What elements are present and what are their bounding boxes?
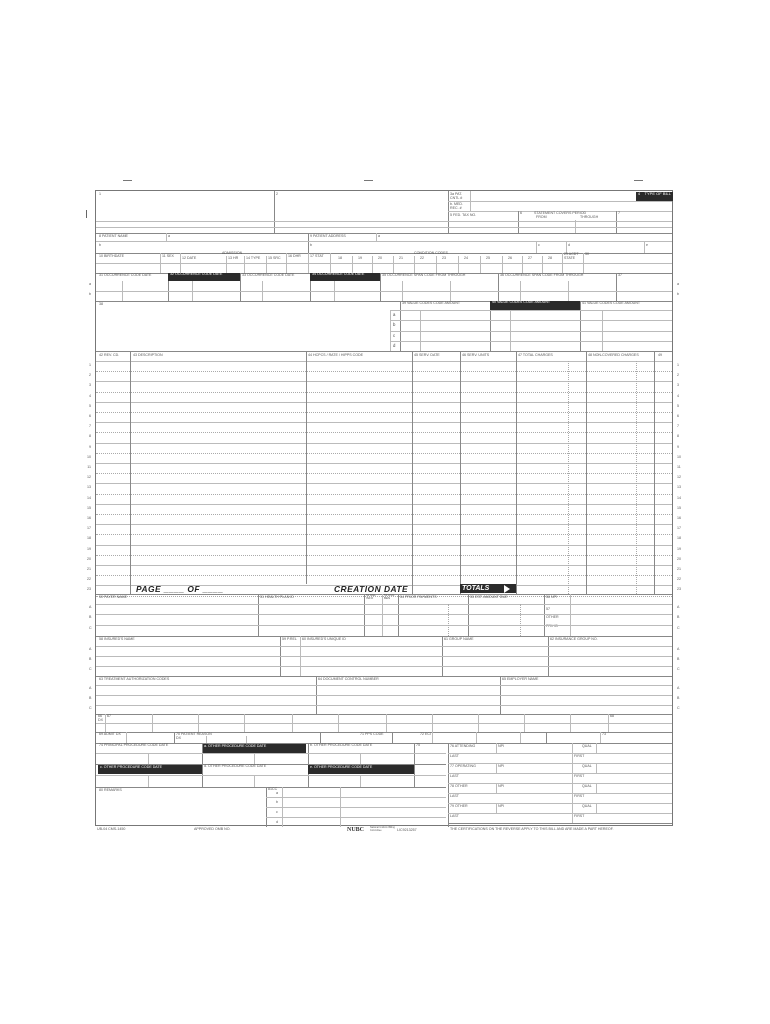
line-number-right: 2 [677, 373, 679, 378]
condition-code-27: 27 [528, 256, 532, 260]
principal-procedure-label: 74 PRINCIPAL PROCEDURE CODE DATE [99, 743, 169, 747]
remarks-row-c: c [276, 810, 278, 814]
med-rec-label: b. MED. REC. # [450, 202, 463, 210]
arrow-right-icon [504, 585, 510, 593]
rel-info-label: 52 REL INFO [366, 593, 376, 601]
patient-name-label: 8 PATIENT NAME [99, 234, 128, 238]
value-codes-41-label: 41 VALUE CODES CODE AMOUNT [582, 301, 641, 305]
line-number-left: 18 [87, 536, 91, 541]
row-letter: B [89, 615, 92, 619]
other-procedure-e-label: e. OTHER PROCEDURE CODE DATE [308, 765, 414, 774]
patient-name-a: a [168, 234, 170, 238]
line-number-right: 7 [677, 424, 679, 429]
other-physician-79-last-label: LAST [450, 814, 459, 818]
line-number-right: 5 [677, 403, 679, 408]
insurance-group-no-label: 62 INSURANCE GROUP NO. [550, 637, 598, 641]
admission-date-label: 12 DATE [182, 256, 197, 260]
field-66-dx-label: 66 DX [98, 714, 103, 722]
line-number-left: 7 [89, 424, 91, 429]
other-procedure-d-label: d. OTHER PROCEDURE CODE DATE [204, 764, 267, 768]
row-letter: B [677, 615, 680, 619]
row-letter: A [677, 605, 680, 609]
row-letter: b [677, 292, 679, 296]
line-number-right: 23 [677, 587, 681, 592]
field-49-header: 49 [658, 353, 662, 357]
registration-mark [634, 180, 643, 181]
total-charges-header: 47 TOTAL CHARGES [518, 353, 553, 357]
attending-physician-first-label: FIRST [574, 754, 585, 758]
creation-date-label: CREATION DATE [334, 584, 409, 594]
row-letter: a [677, 282, 679, 286]
line-number-left: 6 [89, 414, 91, 418]
employer-name-label: 65 EMPLOYER NAME [502, 677, 539, 681]
occurrence-33-label: 33 OCCURRENCE CODE DATE [242, 273, 295, 277]
other-procedure-c-label: c. OTHER PROCEDURE CODE DATE [98, 765, 202, 774]
non-covered-header: 48 NON-COVERED CHARGES [588, 353, 639, 357]
value-row-b: b [393, 322, 396, 327]
condition-code-23: 23 [442, 256, 446, 260]
other-procedure-a-label: a. OTHER PROCEDURE CODE DATE [202, 744, 306, 753]
operating-physician-first-label: FIRST [574, 774, 585, 778]
certification-note: THE CERTIFICATIONS ON THE REVERSE APPLY TO THIS BILL AND ARE MADE A PART HEREOF. [450, 827, 614, 831]
registration-mark [86, 210, 87, 218]
stat-label: 17 STAT [310, 254, 324, 258]
field-7-label: 7 [618, 211, 620, 215]
field-57-label: 57 [546, 607, 550, 611]
payer-name-label: 50 PAYER NAME [99, 595, 128, 599]
statement-period-label: STATEMENT COVERS PERIOD [534, 211, 587, 215]
field-2-label: 2 [276, 192, 278, 196]
row-letter: A [89, 686, 92, 690]
line-number-right: 15 [677, 505, 681, 510]
line-number-left: 11 [87, 465, 91, 469]
field-30-label: 30 [585, 252, 589, 256]
other-physician-78-label: 78 OTHER [450, 784, 468, 788]
line-number-left: 3 [89, 383, 91, 388]
row-letter: C [677, 706, 680, 710]
npi-56-label: 56 NPI [546, 595, 557, 599]
row-letter: B [677, 657, 680, 661]
row-letter: C [677, 626, 680, 630]
condition-code-19: 19 [358, 256, 362, 260]
condition-code-21: 21 [399, 256, 403, 260]
field-37-label: 37 [618, 273, 622, 277]
line-number-left: 21 [87, 567, 91, 571]
row-letter: C [677, 667, 680, 671]
condition-code-18: 18 [338, 256, 342, 260]
pat-cntl-label: 3a PAT. CNTL # [450, 192, 463, 200]
attending-physician-npi-label: NPI [498, 744, 504, 748]
operating-physician-npi-label: NPI [498, 764, 504, 768]
patient-address-a: a [378, 234, 380, 238]
patient-address-e: e [646, 243, 648, 247]
dhr-label: 16 DHR [288, 254, 301, 258]
row-letter: C [89, 626, 92, 630]
remarks-row-b: b [276, 800, 278, 804]
line-number-right: 12 [677, 475, 681, 480]
condition-code-24: 24 [464, 256, 468, 260]
row-letter: C [89, 706, 92, 710]
operating-physician-qual-label: QUAL [582, 764, 592, 768]
line-number-left: 23 [87, 587, 91, 592]
row-letter: B [677, 696, 680, 700]
registration-mark [364, 180, 373, 181]
license-number: LIC9213257 [397, 828, 417, 832]
occurrence-32-label: 32 OCCURRENCE CODE DATE [168, 273, 240, 281]
line-number-left: 10 [87, 454, 91, 459]
line-number-left: 22 [87, 577, 91, 582]
patient-address-d: d [568, 243, 570, 247]
row-letter: B [89, 657, 92, 661]
line-number-left: 14 [87, 495, 91, 500]
admit-dx-label: 69 ADMIT DX [99, 732, 121, 736]
serv-units-header: 46 SERV. UNITS [462, 353, 490, 357]
prv-id-label: PRV ID [546, 624, 558, 628]
other-label: OTHER [546, 615, 559, 619]
line-number-right: 3 [677, 383, 679, 388]
occurrence-31-label: 31 OCCURRENCE CODE DATE [99, 273, 152, 277]
acdt-state-label: 29 ACDT STATE [564, 252, 579, 260]
other-physician-78-first-label: FIRST [574, 794, 585, 798]
nubc-logo: NUBC [347, 827, 365, 833]
patient-address-label: 9 PATIENT ADDRESS [310, 234, 346, 238]
registration-mark [123, 180, 132, 181]
line-number-left: 5 [89, 403, 91, 408]
line-number-right: 21 [677, 567, 681, 571]
line-number-left: 8 [89, 434, 91, 439]
row-letter: A [89, 605, 92, 609]
insured-name-label: 58 INSURED'S NAME [99, 637, 135, 641]
other-procedure-b-label: b. OTHER PROCEDURE CODE DATE [310, 743, 373, 747]
line-number-left: 17 [87, 526, 91, 531]
line-number-left: 1 [89, 363, 91, 367]
remarks-row-a: a [276, 791, 278, 795]
rev-cd-header: 42 REV. CD. [99, 353, 120, 357]
condition-codes-label: CONDITION CODES [414, 251, 448, 255]
line-number-right: 6 [677, 414, 679, 418]
row-letter: A [677, 686, 680, 690]
page-of-label: PAGE ____ OF ____ [136, 584, 224, 594]
line-number-right: 18 [677, 536, 681, 541]
operating-physician-last-label: LAST [450, 774, 459, 778]
sex-label: 11 SEX [162, 254, 174, 258]
line-number-right: 20 [677, 556, 681, 561]
line-number-right: 16 [677, 516, 681, 520]
admission-label: ADMISSION [222, 251, 243, 255]
occurrence-span-35-label: 35 OCCURRENCE SPAN CODE FROM THROUGH [382, 273, 466, 277]
other-physician-79-first-label: FIRST [574, 814, 585, 818]
attending-physician-label: 76 ATTENDING [450, 744, 476, 748]
patient-address-c: c [538, 243, 540, 247]
remarks-label: 80 REMARKS [99, 788, 122, 792]
condition-code-20: 20 [378, 256, 382, 260]
admission-type-label: 14 TYPE [246, 256, 261, 260]
row-letter: A [89, 647, 92, 651]
treatment-auth-label: 63 TREATMENT AUTHORIZATION CODES [99, 677, 170, 681]
document-control-label: 64 DOCUMENT CONTROL NUMBER [318, 677, 379, 681]
field-1-label: 1 [99, 192, 101, 196]
field-6-label: 6 [520, 211, 522, 215]
statement-through-label: THROUGH [580, 215, 599, 219]
other-physician-78-npi-label: NPI [498, 784, 504, 788]
other-physician-79-npi-label: NPI [498, 804, 504, 808]
line-number-left: 20 [87, 556, 91, 561]
statement-from-label: FROM [536, 215, 547, 219]
attending-physician-qual-label: QUAL [582, 744, 592, 748]
occurrence-34-label: 34 OCCURRENCE CODE DATE [310, 273, 380, 281]
omb-approval: APPROVED OMB NO. [194, 827, 231, 831]
nubc-subtitle: National Uniform Billing Committee [370, 826, 395, 832]
occurrence-span-36-label: 36 OCCURRENCE SPAN CODE FROM THROUGH [500, 273, 584, 277]
line-number-left: 15 [87, 505, 91, 510]
other-physician-78-qual-label: QUAL [582, 784, 592, 788]
line-number-right: 4 [677, 393, 679, 398]
remarks-row-d: d [276, 820, 278, 824]
line-number-left: 4 [89, 393, 91, 398]
est-amount-label: 55 EST. AMOUNT DUE [470, 595, 508, 599]
row-letter: b [89, 292, 91, 296]
line-number-right: 11 [677, 465, 681, 469]
field-38-label: 38 [99, 302, 103, 306]
admission-src-label: 15 SRC [268, 256, 281, 260]
row-letter: C [89, 667, 92, 671]
line-number-left: 9 [89, 444, 91, 449]
row-letter: B [89, 696, 92, 700]
insured-unique-id-label: 60 INSURED'S UNIQUE ID [302, 637, 346, 641]
form-id: UB-04 CMS-1450 [97, 827, 126, 831]
field-81cc-label: 81CC [268, 787, 278, 791]
value-row-a: a [393, 312, 396, 317]
line-number-left: 12 [87, 475, 91, 480]
patient-address-b: b [310, 243, 312, 247]
other-physician-79-qual-label: QUAL [582, 804, 592, 808]
birthdate-label: 10 BIRTHDATE [99, 254, 125, 258]
value-codes-40-label: 40 VALUE CODES CODE AMOUNT [490, 301, 580, 310]
line-number-right: 8 [677, 434, 679, 439]
group-name-label: 61 GROUP NAME [444, 637, 474, 641]
prior-payments-label: 54 PRIOR PAYMENTS [400, 595, 437, 599]
ub04-claim-form [87, 190, 681, 826]
description-header: 43 DESCRIPTION [133, 353, 163, 357]
patient-reason-dx-label: 70 PATIENT REASON DX [176, 732, 212, 740]
value-row-d: d [393, 343, 396, 348]
row-letter: A [677, 647, 680, 651]
field-67-label: 67 [107, 714, 111, 718]
eci-label: 72 ECI [420, 732, 431, 736]
patient-name-b: b [99, 243, 101, 247]
field-73-label: 73 [602, 732, 606, 736]
health-plan-label: 51 HEALTH PLAN ID [260, 595, 294, 599]
other-physician-79-label: 79 OTHER [450, 804, 468, 808]
line-number-right: 9 [677, 444, 679, 449]
line-number-right: 1 [677, 363, 679, 367]
totals-text: TOTALS [462, 585, 490, 592]
line-number-right: 14 [677, 495, 681, 500]
type-of-bill-label: TYPE OF BILL [636, 192, 673, 201]
condition-code-22: 22 [420, 256, 424, 260]
pps-code-label: 71 PPS CODE [360, 732, 384, 736]
field-68-label: 68 [610, 714, 614, 718]
line-number-right: 10 [677, 454, 681, 459]
fed-tax-label: 5 FED. TAX NO. [450, 213, 477, 217]
operating-physician-label: 77 OPERATING [450, 764, 476, 768]
line-number-left: 13 [87, 485, 91, 490]
totals-label [460, 584, 516, 593]
line-number-left: 2 [89, 373, 91, 378]
field-75-label: 75 [416, 743, 420, 747]
other-physician-78-last-label: LAST [450, 794, 459, 798]
value-codes-39-label: 39 VALUE CODES CODE AMOUNT [402, 301, 461, 305]
line-number-right: 17 [677, 526, 681, 531]
row-letter: a [89, 282, 91, 286]
hcpcs-header: 44 HCPCS / RATE / HIPPS CODE [308, 353, 364, 357]
admission-hr-label: 13 HR [228, 256, 239, 260]
p-rel-label: 59 P.REL [282, 637, 297, 641]
serv-date-header: 45 SERV. DATE [414, 353, 440, 357]
asg-ben-label: 53 ASG BEN [384, 593, 395, 601]
line-number-left: 19 [87, 546, 91, 551]
value-row-c: c [393, 333, 396, 338]
line-number-right: 19 [677, 546, 681, 551]
field-4-label: 4 [638, 192, 640, 196]
line-number-left: 16 [87, 516, 91, 520]
line-number-right: 22 [677, 577, 681, 582]
condition-code-25: 25 [486, 256, 490, 260]
condition-code-26: 26 [508, 256, 512, 260]
line-number-right: 13 [677, 485, 681, 490]
attending-physician-last-label: LAST [450, 754, 459, 758]
condition-code-28: 28 [548, 256, 552, 260]
